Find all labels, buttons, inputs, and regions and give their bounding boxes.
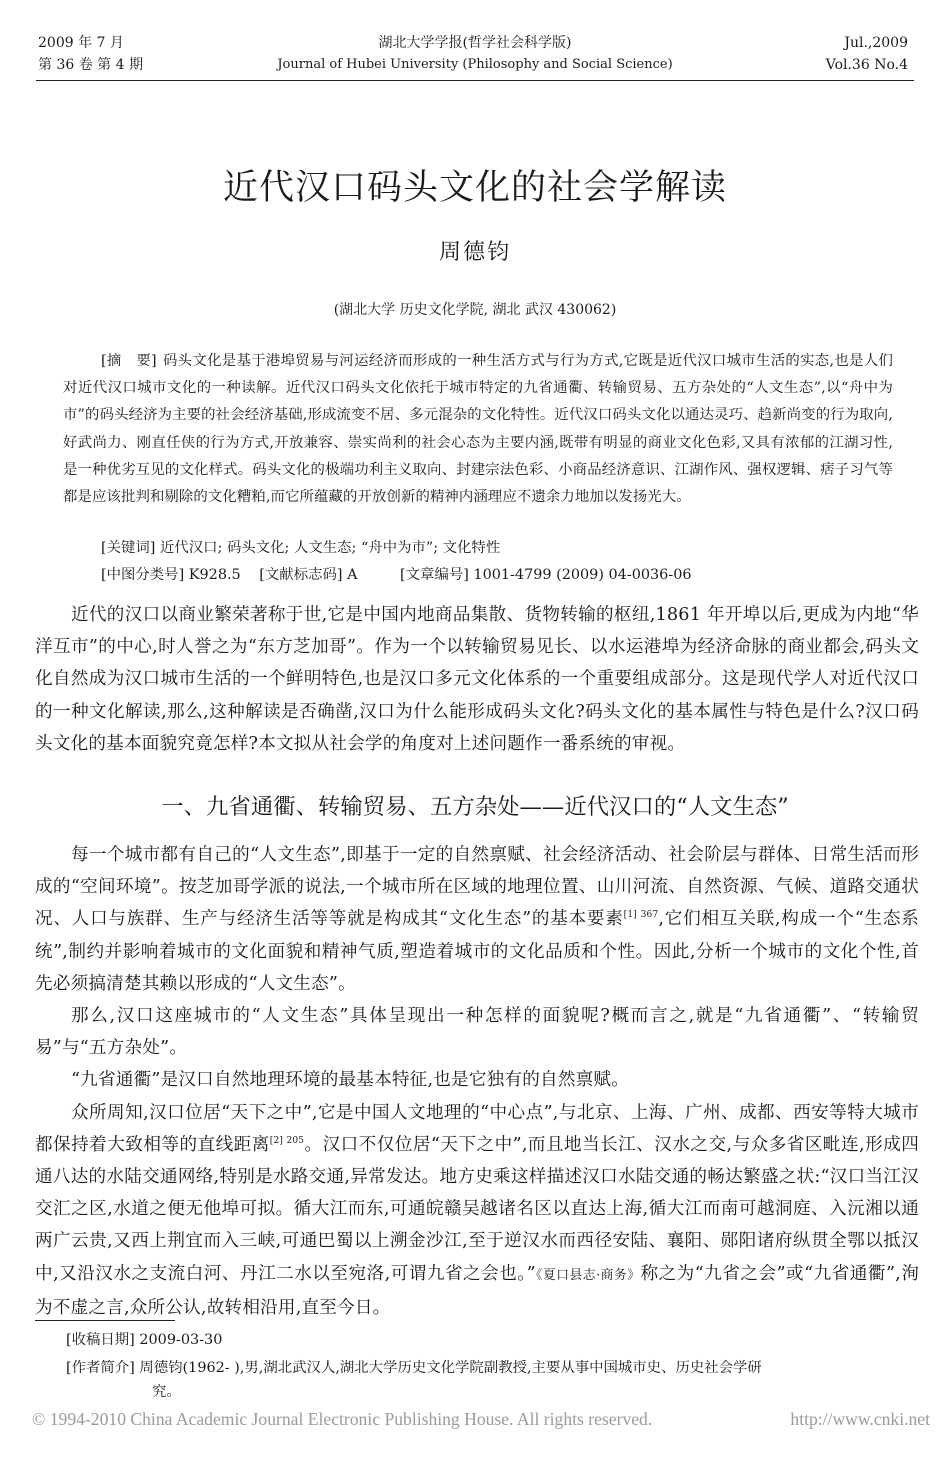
- article-affiliation: (湖北大学 历史文化学院, 湖北 武汉 430062): [333, 302, 617, 318]
- received-label: [收稿日期]: [66, 1332, 135, 1348]
- doc-code-value: A: [347, 567, 358, 583]
- section-paragraph-1: [35, 839, 919, 1000]
- abstract: [63, 348, 893, 511]
- citation-ref-1: [1] 367: [623, 910, 659, 921]
- clc-value: K928.5: [188, 567, 241, 583]
- p1-text: 每一个城市都有自己的“人文生态”,即基于一定的自然禀赋、社会经济活动、社会阶层与群体、日常生活而形成的“空间环境”。按芝加哥学派的说法,一个城市所在区域的地理位置、山川河流、自然资源、气候、道路交通状况、人口与族群、生产与经济生活等等就是构成其“文化生态”的基本要素: [35, 845, 919, 930]
- author-bio-text-cont: 究。: [152, 1384, 181, 1400]
- header-divider: [36, 80, 914, 81]
- header-date-cn: 2009 年 7 月: [38, 35, 124, 51]
- copyright-watermark: [32, 1408, 930, 1430]
- header-journal-cn: 湖北大学学报(哲学社会科学版): [378, 35, 572, 51]
- header-volume-en: Vol.36 No.4: [825, 57, 908, 73]
- footnote-received: [66, 1328, 921, 1352]
- cnki-url: http://www.cnki.net: [790, 1409, 930, 1429]
- footnote-author: [66, 1356, 921, 1404]
- section-paragraph-2: 那么,汉口这座城市的“人文生态”具体呈现出一种怎样的面貌呢?概而言之,就是“九省通衢”、“转输贸易”与“五方杂处”。: [35, 1006, 919, 1059]
- article-no-label: [文章编号]: [400, 567, 469, 583]
- classification-line: [101, 564, 692, 586]
- article-author: 周德钧: [438, 240, 511, 265]
- header-date-en: Jul.,2009: [844, 35, 908, 51]
- article-no-value: 1001-4799 (2009) 04-0036-06: [473, 567, 692, 583]
- intro-paragraph: 近代的汉口以商业繁荣著称于世,它是中国内地商品集散、货物转输的枢纽,1861 年开埠以后,更成为内地“华洋互市”的中心,时人誉之为“东方芝加哥”。作为一个以转输贸易见长、以水运港埠为经济命脉的商业都会,码头文化自然成为汉口城市生活的一个鲜明特色,也是汉口多元文化体系的一个重要组成部分。这是现代学人对近代汉口的一种文化解读,那么,这种解读是否确凿,汉口为什么能形成码头文化?码头文化的基本属性与特色是什么?汉口码头文化的基本面貌究竟怎样?本文拟从社会学的角度对上述问题作一番系统的审视。: [35, 605, 919, 754]
- header-journal-en: Journal of Hubei University (Philosophy and Social Science): [277, 57, 673, 72]
- p1-end: ,它们相互关联,构成一个“生态系统”,制约并影响着城市的文化面貌和精神气质,塑造着城市的文化品质和个性。因此,分析一个城市的文化个性,首先必须搞清楚其赖以形成的“人文生态”。: [35, 909, 919, 994]
- keywords-line: [101, 537, 500, 559]
- p4-end: 称之为“九省之会”或“九省通衢”,洵为不虚之言,众所公认,故转相沿用,直至今日。: [35, 1263, 920, 1318]
- intro-section: [35, 599, 919, 760]
- keywords-label: [关键词]: [101, 540, 156, 556]
- p4-text: 众所周知,汉口位居“天下之中”,它是中国人文地理的“中心点”,与北京、上海、广州、成都、西安等特大城市都保持着大致相等的直线距离: [35, 1102, 919, 1155]
- section-heading: 一、九省通衢、转输贸易、五方杂处——近代汉口的“人文生态”: [161, 794, 789, 820]
- p4-source: 《夏口县志·商务》: [535, 1267, 641, 1283]
- header-volume-cn: 第 36 卷 第 4 期: [38, 57, 143, 73]
- abstract-text: 码头文化是基于港埠贸易与河运经济而形成的一种生活方式与行为方式,它既是近代汉口城市生活的实态,也是人们对近代汉口城市文化的一种读解。近代汉口码头文化依托于城市特定的九省通衢、转输贸易、五方杂处的“人文生态”,以“舟中为市”的码头经济为主要的社会经济基础,形成流变不居、多元混杂的文化特性。近代汉口码头文化以通达灵巧、趋新尚变的行为取向,好武尚力、刚直任侠的行为方式,开放兼容、崇实尚利的社会心态为主要内涵,既带有明显的商业文化色彩,又具有浓郁的江湖习性,是一种优劣互见的文化样式。码头文化的极端功利主义取向、封建宗法色彩、小商品经济意识、江湖作风、强权逻辑、痞子习气等都是应该批判和剔除的文化糟粕,而它所蕴藏的开放创新的精神内涵理应不遗余力地加以发扬光大。: [63, 353, 893, 506]
- keywords-text: 近代汉口; 码头文化; 人文生态; “舟中为市”; 文化特性: [159, 540, 501, 556]
- citation-ref-2: [2] 205: [269, 1135, 305, 1146]
- copyright-text: © 1994-2010 China Academic Journal Electronic Publishing House. All rights reserved.: [32, 1409, 653, 1429]
- author-bio-text: 周德钧(1962- ),男,湖北武汉人,湖北大学历史文化学院副教授,主要从事中国城市史、历史社会学研: [139, 1360, 762, 1376]
- author-bio-label: [作者简介]: [66, 1360, 135, 1376]
- received-date: 2009-03-30: [139, 1332, 223, 1348]
- clc-label: [中图分类号]: [101, 567, 185, 583]
- abstract-label: [摘 要]: [101, 353, 157, 369]
- doc-code-label: [文献标志码]: [259, 567, 343, 583]
- section-paragraph-4: [35, 1097, 919, 1324]
- article-title: 近代汉口码头文化的社会学解读: [222, 168, 727, 208]
- section-body: [35, 839, 919, 1324]
- footnote-divider: [35, 1320, 175, 1321]
- p4-mid: 。汉口不仅位居“天下之中”,而且地当长江、汉水之交,与众多省区毗连,形成四通八达的水陆交通网络,特别是水路交通,异常发达。地方史乘这样描述汉口水陆交通的畅达繁盛之状:“汉口当江汉交汇之区,水道之便无他埠可拟。循大江而东,可通皖赣吴越诸名区以直达上海,循大江而南可越洞庭、入沅湘以通两广云贵,又西上荆宜而入三峡,可通巴蜀以上溯金沙江,至于逆汉水而西径安陆、襄阳、郧阳诸府纵贯全鄂以抵汉中,又沿汉水之支流白河、丹江二水以至宛洛,可谓九省之会也。”: [35, 1134, 919, 1284]
- section-paragraph-3: “九省通衢”是汉口自然地理环境的最基本特征,也是它独有的自然禀赋。: [71, 1070, 629, 1091]
